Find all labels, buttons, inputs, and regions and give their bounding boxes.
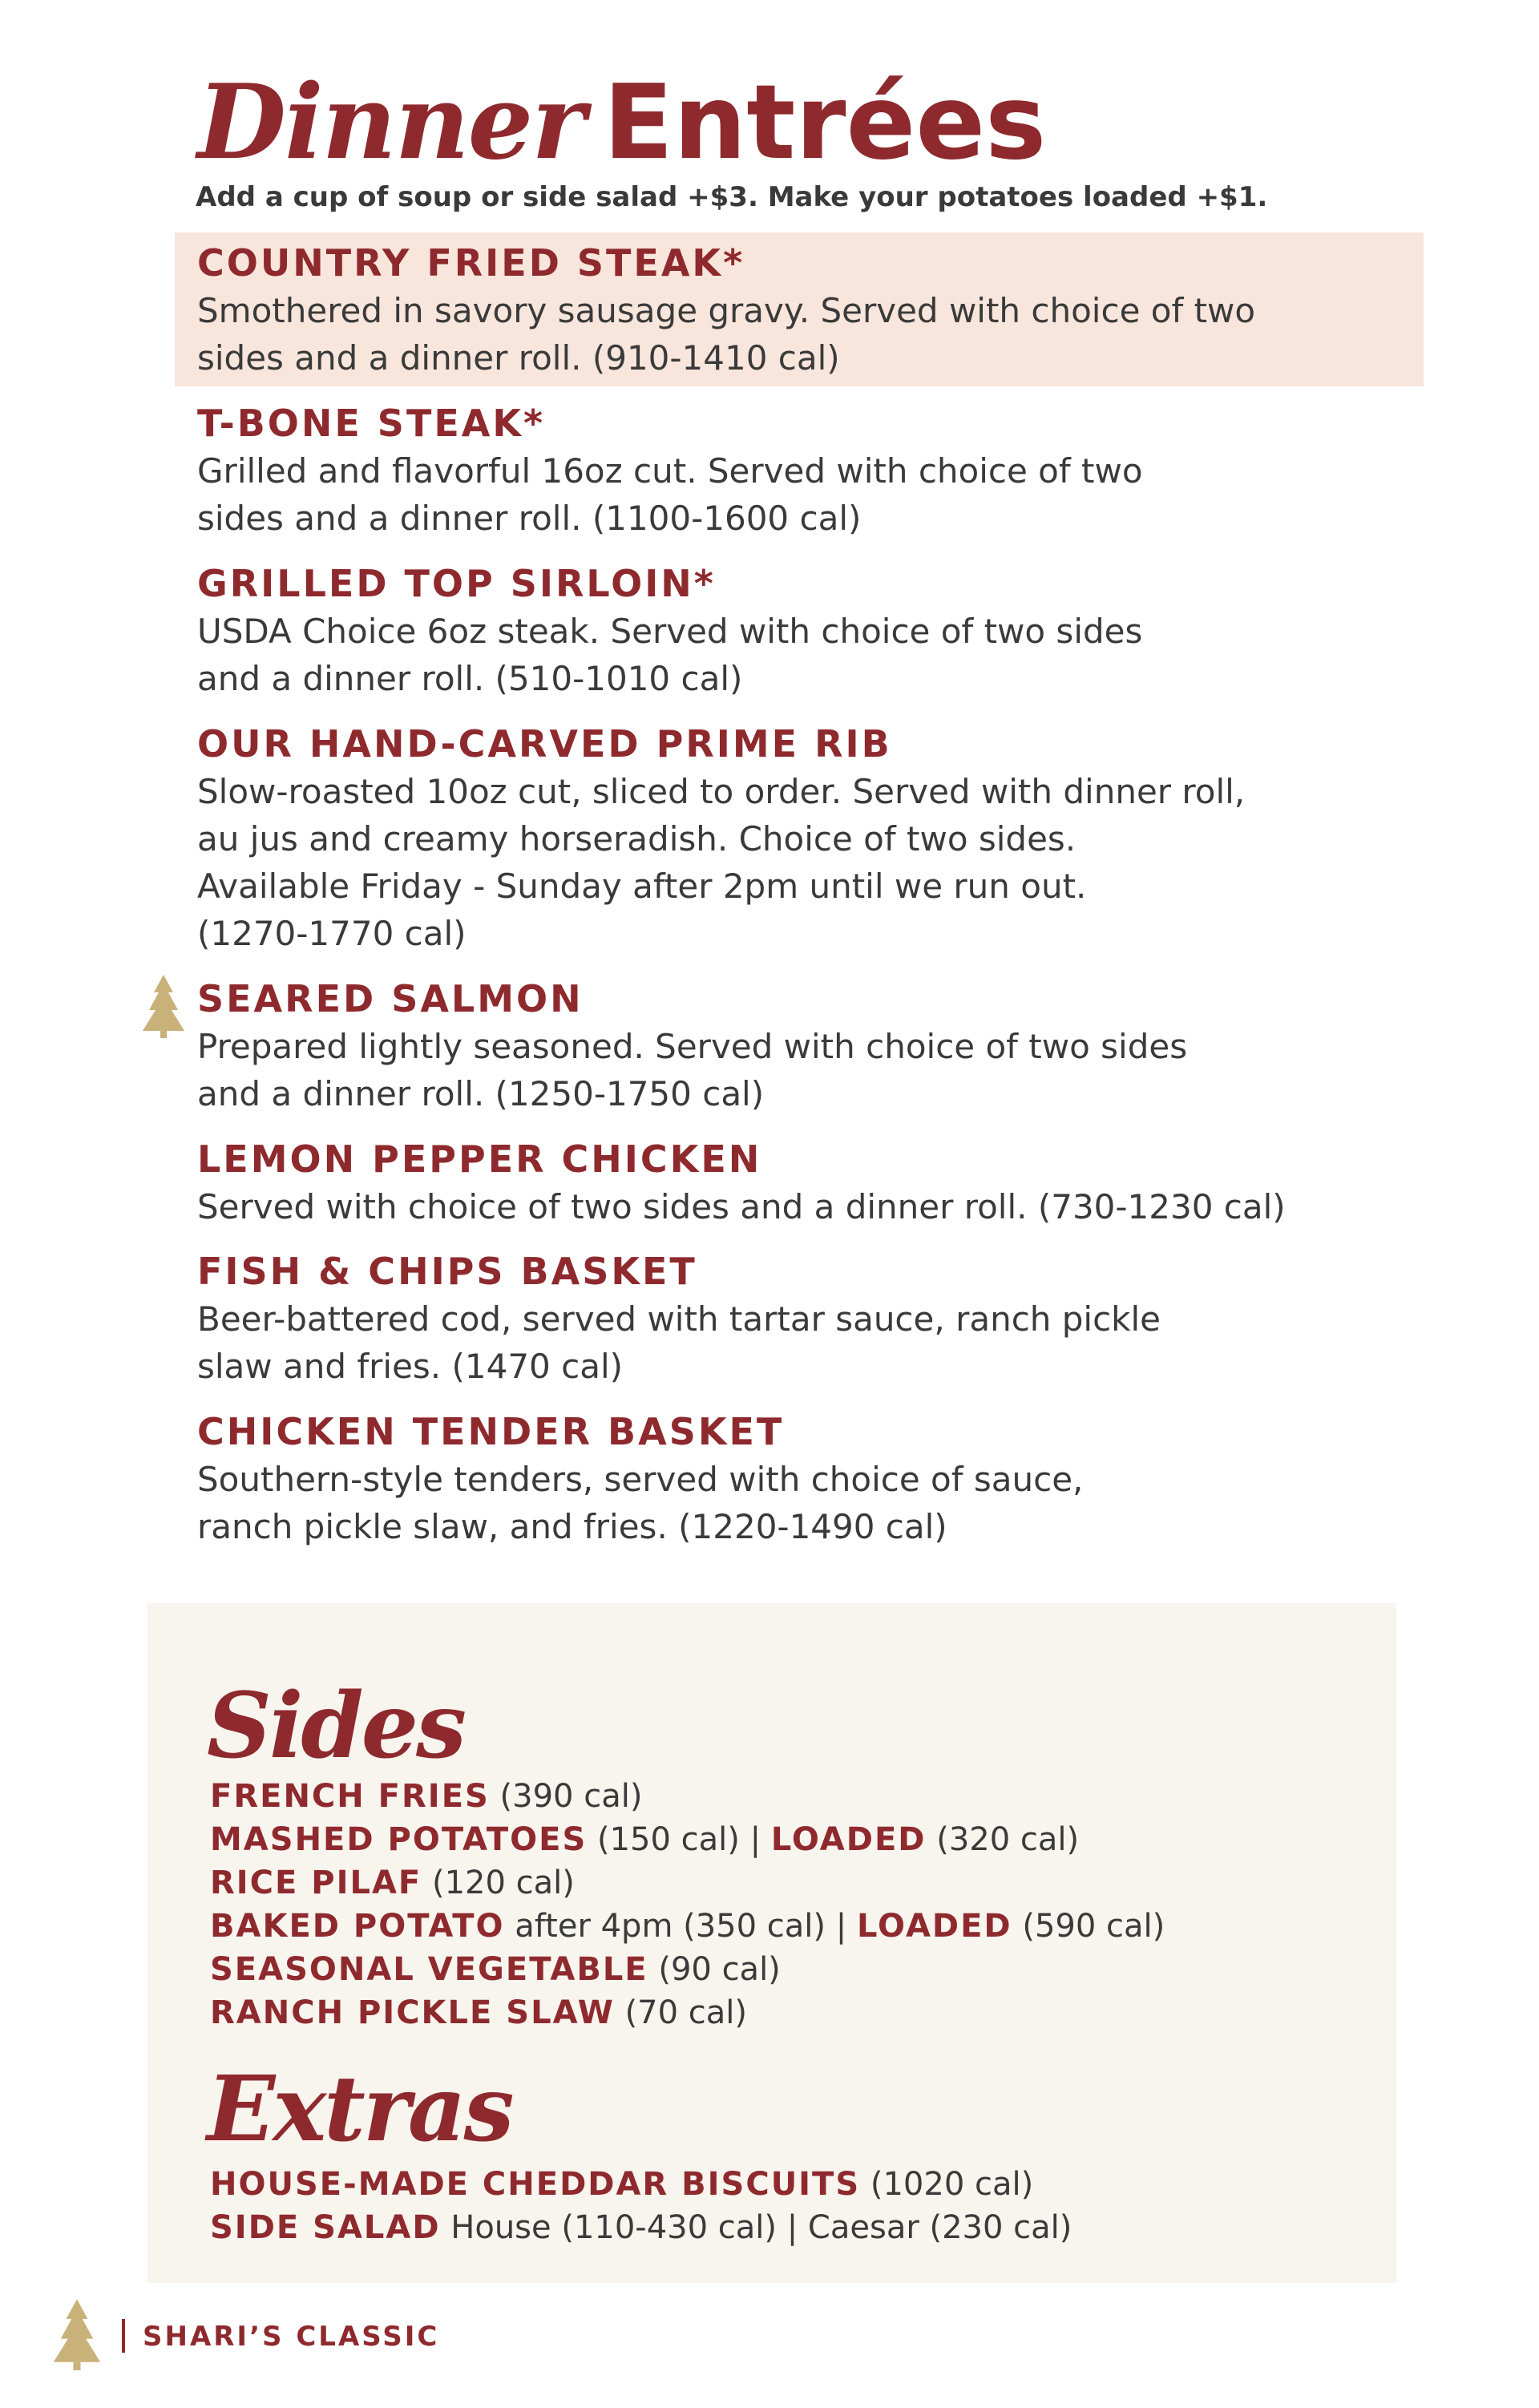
side-item-alt-name: LOADED [856, 1908, 1012, 1945]
entree-desc-line: Grilled and flavorful 16oz cut. Served with choice of two [197, 451, 1143, 491]
entree-desc-line: (1270-1770 cal) [197, 914, 467, 953]
entree-country-fried-steak [197, 239, 1448, 382]
side-item-name: FRENCH FRIES [210, 1778, 490, 1815]
side-item-cal: after 4pm (350 cal) [515, 1908, 826, 1945]
entree-seared-salmon [197, 975, 1448, 1117]
entree-fish-chips-basket [197, 1247, 1448, 1390]
side-item-cal: (120 cal) [431, 1865, 575, 1901]
entree-desc-line: Available Friday - Sunday after 2pm until we run out. [197, 867, 1087, 906]
entree-desc-line: au jus and creamy horseradish. Choice of two sides. [197, 819, 1076, 859]
entree-description [197, 1456, 1448, 1550]
entree-desc-line: Prepared lightly seasoned. Served with choice of two sides [197, 1027, 1188, 1066]
tree-icon [141, 973, 186, 1039]
entree-prime-rib [197, 720, 1448, 957]
side-item-name: RANCH PICKLE SLAW [210, 1994, 615, 2031]
subtitle: Add a cup of soup or side salad +$3. Make your potatoes loaded +$1. [196, 181, 1268, 213]
entree-description [197, 608, 1448, 702]
entree-lemon-pepper-chicken [197, 1135, 1448, 1230]
side-item-name: RICE PILAF [210, 1865, 422, 1901]
separator: | [835, 1908, 847, 1945]
entree-name: SEARED SALMON [197, 977, 584, 1020]
side-item-cal: (390 cal) [499, 1778, 643, 1815]
entree-name: T-BONE STEAK* [197, 402, 546, 445]
side-item-mashed-potatoes [210, 1818, 1079, 1861]
extra-item-name: HOUSE-MADE CHEDDAR BISCUITS [210, 2166, 861, 2203]
entree-desc-line: and a dinner roll. (1250-1750 cal) [197, 1074, 765, 1113]
entree-description [197, 768, 1448, 957]
entree-t-bone-steak [197, 399, 1448, 542]
side-item-cal: (150 cal) [597, 1821, 740, 1858]
separator: | [749, 1821, 761, 1858]
entree-description [197, 287, 1448, 382]
side-item-cal: (90 cal) [658, 1951, 781, 1988]
entree-desc-line: Slow-roasted 10oz cut, sliced to order. Served with dinner roll, [197, 772, 1246, 811]
extra-item-cal: House (110-430 cal) | Caesar (230 cal) [450, 2209, 1072, 2246]
entree-desc-line: Beer-battered cod, served with tartar sauce, ranch pickle [197, 1299, 1161, 1339]
extra-item-name: SIDE SALAD [210, 2209, 441, 2246]
entree-name: OUR HAND-CARVED PRIME RIB [197, 722, 892, 766]
entree-desc-line: Smothered in savory sausage gravy. Served with choice of two [197, 291, 1256, 330]
entree-name: GRILLED TOP SIRLOIN* [197, 562, 716, 605]
side-item-cal: (70 cal) [624, 1994, 748, 2031]
entree-description [197, 1295, 1448, 1390]
footer-tree-icon [51, 2297, 103, 2371]
side-item-baked-potato [210, 1905, 1165, 1948]
side-item-name: MASHED POTATOES [210, 1821, 588, 1858]
entree-name: LEMON PEPPER CHICKEN [197, 1137, 762, 1181]
footer-label: SHARI’S CLASSIC [143, 2321, 440, 2353]
extra-item-cal: (1020 cal) [870, 2166, 1034, 2203]
entree-desc-line: Served with choice of two sides and a dinner roll. (730-1230 cal) [197, 1187, 1286, 1226]
entree-name: COUNTRY FRIED STEAK* [197, 241, 745, 285]
side-item-alt-cal: (320 cal) [936, 1821, 1080, 1858]
entree-chicken-tender-basket [197, 1408, 1448, 1550]
sides-heading: Sides [207, 1674, 465, 1779]
entree-description [197, 1183, 1448, 1230]
entree-desc-line: and a dinner roll. (510-1010 cal) [197, 659, 743, 698]
title-script: Dinner [197, 63, 584, 183]
side-item-name: BAKED POTATO [210, 1908, 505, 1945]
entree-desc-line: sides and a dinner roll. (1100-1600 cal) [197, 499, 862, 538]
side-item-name: SEASONAL VEGETABLE [210, 1951, 648, 1988]
entree-desc-line: ranch pickle slaw, and fries. (1220-1490 cal) [197, 1507, 947, 1546]
side-item-ranch-pickle-slaw [210, 1991, 747, 2034]
extra-item-cheddar-biscuits [210, 2163, 1033, 2206]
extras-heading: Extras [207, 2057, 512, 2162]
footer-divider [122, 2319, 125, 2353]
entree-desc-line: Southern-style tenders, served with choice of sauce, [197, 1460, 1084, 1499]
side-item-french-fries [210, 1775, 642, 1818]
side-item-alt-cal: (590 cal) [1022, 1908, 1165, 1945]
side-item-seasonal-vegetable [210, 1948, 781, 1991]
side-item-alt-name: LOADED [770, 1821, 927, 1858]
page-title [197, 63, 1046, 184]
entree-description [197, 447, 1448, 542]
entree-name: CHICKEN TENDER BASKET [197, 1410, 785, 1453]
entree-desc-line: sides and a dinner roll. (910-1410 cal) [197, 338, 840, 378]
entree-name: FISH & CHIPS BASKET [197, 1250, 697, 1293]
entree-desc-line: slaw and fries. (1470 cal) [197, 1347, 624, 1386]
entree-desc-line: USDA Choice 6oz steak. Served with choice of two sides [197, 612, 1143, 651]
extra-item-side-salad [210, 2206, 1072, 2249]
title-plain: Entrées [603, 63, 1047, 183]
entree-grilled-top-sirloin [197, 560, 1448, 702]
side-item-rice-pilaf [210, 1861, 575, 1905]
entree-description [197, 1023, 1448, 1117]
